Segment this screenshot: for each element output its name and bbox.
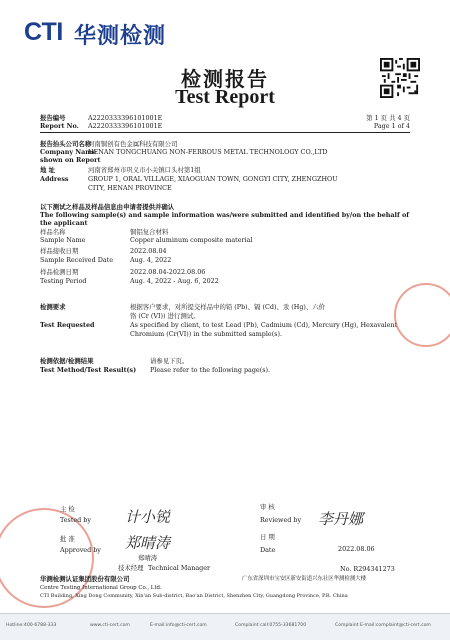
requested-value-cn1: 根据客户要求，对所提交样品中的铅 (Pb)、镉 (Cd)、汞 (Hg)、六价	[130, 303, 326, 311]
page-number-cn: 第 1 页 共 4 页	[366, 114, 410, 122]
qr-code-icon	[380, 58, 420, 98]
company-label-cn: 报告抬头公司名称	[40, 140, 92, 148]
footer-hotline: Hotline:400-6788-333	[6, 623, 57, 628]
address-value-en1: GROUP 1, ORAL VILLAGE, XIAOGUAN TOWN, GONGYI CITY, ZHENGZHOU	[88, 175, 338, 183]
requested-value-en1: As specified by client, to test Lead (Pb), Cadmium (Cd), Mercury (Hg), Hexavalent	[130, 321, 398, 329]
testing-label-cn: 样品检测日期	[40, 268, 79, 276]
company-label-en2: shown on Report	[40, 156, 101, 164]
divider	[40, 132, 410, 133]
company-address-cn: 广东省深圳市宝安区新安街道兴东社区华测检测大楼	[242, 576, 366, 582]
company-address-en: CTI Building, Xing Dong Community, Xin'an Sub-district, Bao'an District, Shenzhen City, Guangdong Province, P.R. China	[40, 593, 348, 599]
testing-label-en: Testing Period	[40, 277, 87, 285]
report-no-value-en: A2220333396101001E	[88, 122, 163, 130]
brand-name: 华测检测	[74, 24, 167, 49]
approver-name-cn: 郑晴涛	[138, 554, 158, 562]
sample-name-label-en: Sample Name	[40, 236, 86, 244]
approver-label-en: Approved by	[60, 546, 101, 554]
tester-signature: 计小锐	[125, 508, 171, 526]
requested-label-cn: 检测要求	[40, 303, 66, 311]
testing-value-cn: 2022.08.04-2022.08.06	[130, 268, 206, 276]
approver-label-cn: 批 准	[60, 535, 75, 543]
company-value-en: HENAN TONGCHUANG NON-FERROUS METAL TECHNOLOGY CO.,LTD	[88, 148, 328, 156]
report-title-en: Test Report	[175, 86, 275, 108]
company-label-en: Company Name	[40, 148, 97, 156]
method-value-cn: 请参见下页。	[150, 357, 189, 365]
date-label-cn: 日 期	[260, 533, 275, 541]
company-name-cn: 华测检测认证集团股份有限公司	[40, 575, 130, 583]
footer-website[interactable]: www.cti-cert.com	[90, 623, 130, 628]
sample-info-heading-en2: the applicant	[40, 219, 88, 227]
sample-name-label-cn: 样品名称	[40, 228, 66, 236]
approver-title-en: Technical Manager	[148, 564, 211, 572]
address-label-en: Address	[40, 175, 69, 183]
tester-label-en: Tested by	[60, 516, 92, 524]
sample-name-value-cn: 铜铝复合材料	[130, 228, 169, 236]
address-value-en2: CITY, HENAN PROVINCE	[88, 184, 172, 192]
footer-complaint-call: Complaint call:0755-33681700	[235, 623, 307, 628]
report-date: 2022.08.06	[338, 545, 375, 553]
received-value-en: Aug. 4, 2022	[130, 256, 172, 264]
method-value-en: Please refer to the following page(s).	[150, 366, 271, 374]
received-label-cn: 样品接收日期	[40, 247, 79, 255]
report-serial-no: No. R294341273	[340, 565, 395, 573]
company-name-en: Centre Testing International Group Co., Ltd.	[40, 585, 162, 591]
address-value-cn: 河南省郑州市巩义市小关镇口头村第1组	[88, 166, 201, 174]
approver-signature: 郑晴涛	[125, 534, 171, 552]
report-no-label-cn: 报告编号	[40, 114, 66, 122]
date-label-en: Date	[260, 546, 276, 554]
address-label-cn: 地 址	[40, 166, 56, 174]
requested-value-en2: Chromium (Cr(VI)) in the submitted sample(s).	[130, 330, 282, 338]
received-label-en: Sample Received Date	[40, 256, 113, 264]
report-no-value-cn: A2220333396101001E	[88, 114, 163, 122]
reviewer-label-en: Reviewed by	[260, 516, 302, 524]
received-value-cn: 2022.08.04	[130, 247, 167, 255]
seal-stamp-right	[394, 283, 450, 347]
sample-info-heading-en: The following sample(s) and sample information was/were submitted and identified by/on the behalf of	[40, 211, 409, 219]
brand-logo: CTI	[24, 18, 63, 46]
reviewer-signature: 李丹娜	[318, 510, 364, 528]
page-number-en: Page 1 of 4	[373, 122, 410, 130]
approver-title-cn: 技术经理	[118, 564, 144, 572]
footer-email[interactable]: E-mail:info@cti-cert.com	[150, 623, 207, 628]
reviewer-label-cn: 审 核	[260, 503, 275, 511]
requested-value-cn2: 铬 (Cr (VI)) 进行测试。	[130, 312, 200, 320]
footer-bar	[0, 613, 450, 640]
company-value-cn: 河南铜创有色金属科技有限公司	[88, 140, 178, 148]
method-label-en: Test Method/Test Result(s)	[40, 366, 137, 374]
report-title-cn: 检测报告	[181, 67, 269, 91]
sample-name-value-en: Copper aluminum composite material	[130, 236, 253, 244]
sample-info-heading-cn: 以下测试之样品及样品信息由申请者提供并确认	[40, 203, 175, 211]
method-label-cn: 检测依据/检测结果	[40, 357, 94, 365]
requested-label-en: Test Requested	[40, 321, 95, 329]
testing-value-en: Aug. 4, 2022 - Aug. 6, 2022	[130, 277, 219, 285]
report-no-label-en: Report No.	[40, 122, 79, 130]
tester-label-cn: 主 检	[60, 505, 75, 513]
footer-complaint-email[interactable]: Complaint E-mail:complaint@cti-cert.com	[335, 623, 431, 628]
